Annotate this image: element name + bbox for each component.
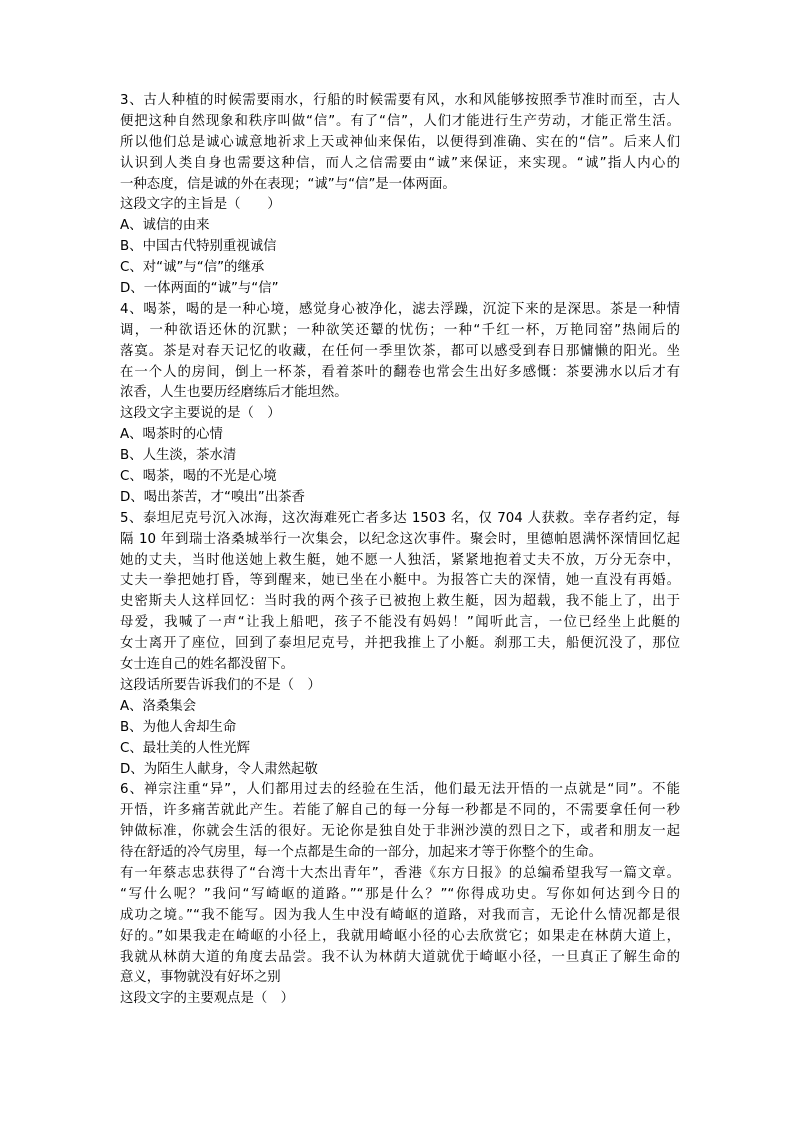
passage-line: 我就从林荫大道的角度去品尝。我不认为林荫大道就优于崎岖小径，一旦真正了解生命的 [120,949,680,965]
question-prompt: 这段话所要告诉我们的不是（ ） [120,677,321,693]
passage-line: 落寞。茶是对春天记忆的收藏，在任何一季里饮茶，都可以感受到春日那慵懒的阳光。坐 [120,343,680,359]
passage-line: 女士离开了座位，回到了泰坦尼克号，并把我推上了小艇。刹那工夫，船便沉没了，那位 [120,636,680,652]
passage-line: 浓香，人生也要历经磨练后才能坦然。 [120,385,348,401]
option-a: A、洛桑集会 [120,698,197,714]
option-b: B、为他人舍却生命 [120,719,237,735]
passage-line: “写什么呢？”我问“写崎岖的道路。”“那是什么？”“你得成功史。写你如何达到今日的 [120,886,680,902]
passage-line: 史密斯夫人这样回忆：当时我的两个孩子已被抱上救生艇，因为超载，我不能上了，出于 [120,594,680,610]
question-prompt: 这段文字主要说的是（ ） [120,406,281,422]
option-a: A、诚信的由来 [120,218,210,234]
option-b: B、中国古代特别重视诚信 [120,239,277,255]
passage-line: 意义，事物就没有好坏之别 [120,970,281,986]
question-prompt: 这段文字的主要观点是（ ） [120,991,295,1007]
option-d: D、一体两面的“诚”与“信” [120,281,279,297]
passage-line: 待在舒适的冷气房里，每一个点都是生命的一部分，加起来才等于你整个的生命。 [120,845,603,861]
passage-line: 一种态度，信是诚的外在表现；“诚”与“信”是一体两面。 [120,176,456,192]
document-page [120,91,680,1010]
passage-line: 所以他们总是诚心诚意地祈求上天或神仙来保佑，以便得到准确、实在的“信”。后来人们 [120,134,680,150]
option-d: D、为陌生人献身，令人肃然起敬 [120,761,318,777]
passage-line: 在一个人的房间，倒上一杯茶，看着茶叶的翻卷也常会生出好多感慨：茶要沸水以后才有 [120,364,680,380]
question-3 [120,91,680,300]
passage-line: 便把这种自然现象和秩序叫做“信”。有了“信”，人们才能进行生产劳动，才能正常生活。 [120,113,680,129]
passage-line: 成功之境。”“我不能写。因为我人生中没有崎岖的道路，对我而言，无论什么情况都是很 [120,907,680,923]
passage-line: 女士连自己的姓名都没留下。 [120,657,295,673]
passage-line: 5、泰坦尼克号沉入冰海，这次海难死亡者多达 1503 名，仅 704 人获救。幸存者约定，每 [120,510,680,526]
question-prompt: 这段文字的主旨是（ ） [120,197,281,213]
option-b: B、人生淡，茶水清 [120,448,237,464]
option-c: C、喝茶，喝的不光是心境 [120,469,277,485]
option-a: A、喝茶时的心情 [120,427,223,443]
passage-line: 开悟，许多痛苦就此产生。若能了解自己的每一分每一秒都是不同的，不需要拿任何一秒 [120,803,680,819]
passage-line: 丈夫一拳把她打昏，等到醒来，她已坐在小艇中。为报答亡夫的深情，她一直没有再婚。 [120,573,680,589]
question-4 [120,300,680,509]
passage-line: 调，一种欲语还休的沉默；一种欲笑还颦的忧伤；一种“千红一杯，万艳同窑”热闹后的 [120,322,680,338]
passage-line: 母爱，我喊了一声“让我上船吧，孩子不能没有妈妈！”闻听此言，一位已经坐上此艇的 [120,615,680,631]
passage-line: 6、禅宗注重“异”，人们都用过去的经验在生活，他们最无法开悟的一点就是“同”。不能 [120,782,680,798]
question-6 [120,780,680,1010]
question-5 [120,509,680,781]
option-d: D、喝出茶苦，才“嗅出”出茶香 [120,489,305,505]
passage-line: 有一年蔡志忠获得了“台湾十大杰出青年”，香港《东方日报》的总编希望我写一篇文章。 [120,865,680,881]
passage-line: 4、喝茶，喝的是一种心境，感觉身心被净化，滤去浮躁，沉淀下来的是深思。茶是一种情 [120,301,680,317]
passage-line: 钟做标准，你就会生活的很好。无论你是独自处于非洲沙漠的烈日之下，或者和朋友一起 [120,824,680,840]
passage-line: 3、古人种植的时候需要雨水，行船的时候需要有风，水和风能够按照季节准时而至，古人 [120,93,680,108]
passage-line: 认识到人类自身也需要这种信，而人之信需要由“诚”来保证，来实现。“诚”指人内心的 [120,155,680,171]
passage-line: 她的丈夫，当时他送她上救生艇，她不愿一人独活，紧紧地抱着丈夫不放，万分无奈中， [120,552,680,568]
option-c: C、对“诚”与“信”的继承 [120,260,265,276]
passage-line: 好的。”如果我走在崎岖的小径上，我就用崎岖小径的心去欣赏它；如果走在林荫大道上， [120,928,680,944]
passage-line: 隔 10 年到瑞士洛桑城举行一次集会，以纪念这次事件。聚会时，里德帕恩满怀深情回忆起 [120,531,680,547]
option-c: C、最壮美的人性光辉 [120,740,250,756]
